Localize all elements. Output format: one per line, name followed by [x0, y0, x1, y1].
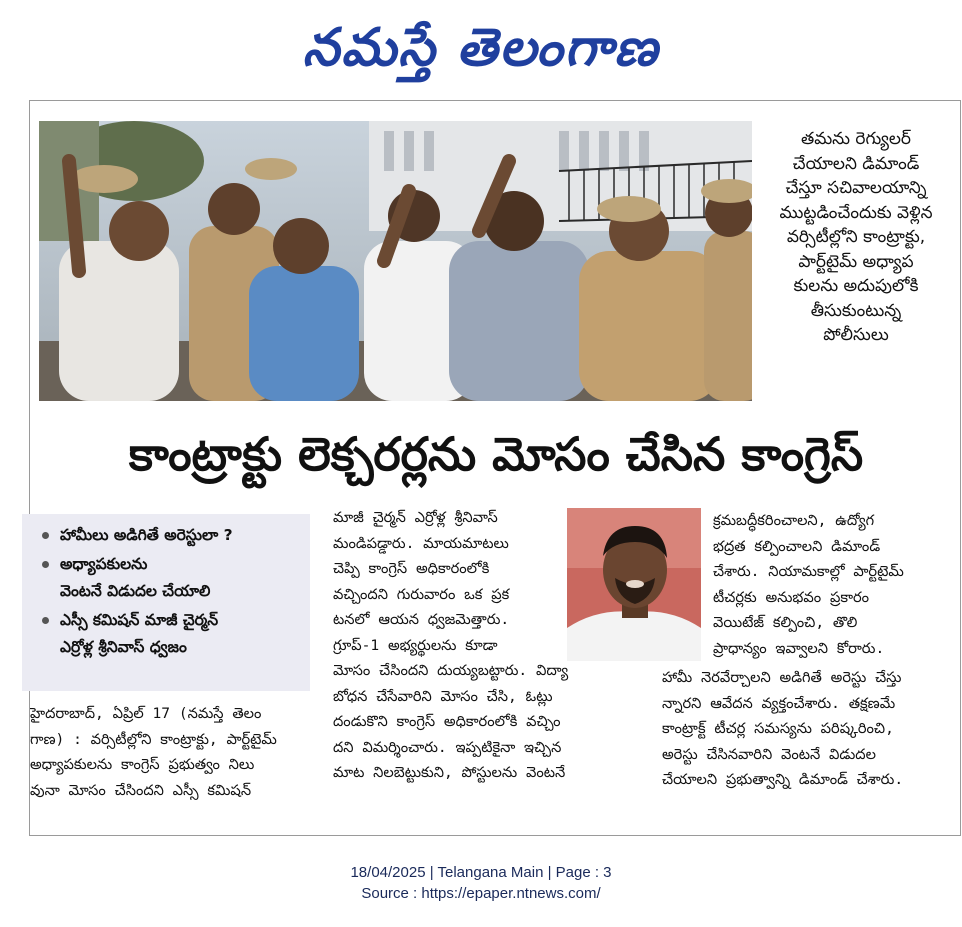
- article-line: కాంట్రాక్ట్ టీచర్ల సమస్యను పరిష్కరించి,: [662, 720, 894, 737]
- article-line: బోధన చేసేవారిని మోసం చేసి, ఓట్లు: [333, 687, 553, 705]
- article-line: మోసం చేసిందని దుయ్యబట్టారు. విద్యా: [333, 662, 569, 679]
- bullet-icon: [42, 561, 49, 568]
- article-line: అధ్యాపకులను కాంగ్రెస్ ప్రభుత్వం నిలు: [30, 756, 255, 773]
- article-line: ప్రాధాన్యం ఇవ్వాలని కోరారు.: [713, 639, 885, 657]
- article-column-1: [30, 701, 316, 803]
- article-line: చేశారు. నియామకాల్లో పార్ట్‌టైమ్: [713, 563, 904, 580]
- caption-line: ముట్టడించేందుకు వెళ్లిన: [779, 202, 933, 223]
- highlight-text: అధ్యాపకులను: [60, 555, 148, 573]
- caption-line: కులను అదుపులోకి: [793, 276, 919, 296]
- protest-photo-image: [39, 121, 752, 401]
- article-line: టీచర్లకు అనుభవం ప్రకారం: [713, 588, 870, 606]
- caption-line: తమను రెగ్యులర్: [800, 129, 912, 149]
- highlight-item: [40, 522, 302, 549]
- article-line: చేయాలని ప్రభుత్వాన్ని డిమాండ్ చేశారు.: [662, 771, 904, 788]
- photo-caption: [758, 127, 954, 348]
- article-line: చెప్పి కాంగ్రెస్ అధికారంలోకి: [333, 560, 490, 577]
- article-line: గాణ) : వర్సిటీల్లోని కాంట్రాక్టు, పార్ట్‌టైమ్: [30, 730, 277, 748]
- caption-line: పోలీసులు: [823, 325, 889, 345]
- article-line: వచ్చిందని గురువారం ఒక ప్రక: [333, 585, 510, 603]
- article-line: హామీ నెరవేర్చాలని అడిగితే అరెస్టు చేస్తు: [662, 669, 902, 686]
- caption-line: చేయాలని డిమాండ్: [792, 153, 920, 174]
- newspaper-logo: నమస్తే తెలంగాణ: [302, 18, 660, 78]
- article-line: న్నారని ఆవేదన వ్యక్తంచేశారు. తక్షణమే: [662, 694, 896, 712]
- bullet-icon: [42, 617, 49, 624]
- footer-date-page: 18/04/2025 | Telangana Main | Page : 3: [350, 864, 612, 881]
- article-headline: కాంట్రాక్టు లెక్చరర్లను మోసం చేసిన కాంగ్రెస్: [128, 427, 864, 481]
- article-line: గ్రూప్-1 అభ్యర్థులను కూడా: [333, 636, 498, 654]
- caption-line: పార్ట్‌టైమ్ అధ్యాప: [798, 251, 914, 272]
- highlight-item-continuation: [40, 634, 302, 661]
- highlight-item: [40, 607, 302, 634]
- bullet-icon: [42, 532, 49, 539]
- portrait-photo: [567, 508, 701, 661]
- highlight-text: హామీలు అడిగితే అరెస్టులా ?: [60, 526, 233, 544]
- article-line: మండిపడ్డారు. మాయమాటలు: [333, 534, 509, 552]
- masthead: [0, 8, 962, 88]
- highlight-item-continuation: [40, 578, 302, 605]
- article-line: అరెస్టు చేసినవారిని వెంటనే విడుదల: [662, 745, 876, 763]
- article-line: మాజీ చైర్మన్ ఎర్రోళ్ల శ్రీనివాస్: [333, 509, 498, 526]
- highlight-item: [40, 551, 302, 578]
- page-footer: [0, 862, 962, 904]
- article-column-3-bottom: [662, 665, 956, 793]
- article-line: క్రమబద్ధీకరించాలని, ఉద్యోగ: [713, 512, 875, 529]
- article-line: భద్రత కల్పించాలని డిమాండ్: [713, 537, 881, 555]
- highlight-text: వెంటనే విడుదల చేయాలి: [60, 582, 211, 600]
- article-line: హైదరాబాద్, ఏప్రిల్ 17 (నమస్తే తెలం: [30, 705, 262, 722]
- article-line: టనలో ఆయన ధ్వజమెత్తారు.: [333, 611, 510, 628]
- article-line: వెయిటేజ్ కల్పించి, తొలి: [713, 614, 858, 631]
- article-line: దని విమర్శించారు. ఇప్పటికైనా ఇచ్చిన: [333, 738, 562, 756]
- portrait-image: [567, 508, 701, 661]
- article-line: దండుకొని కాంగ్రెస్ అధికారంలోకి వచ్చిం: [333, 713, 561, 730]
- footer-source: Source : https://epaper.ntnews.com/: [361, 885, 601, 902]
- news-clipping: [29, 100, 961, 836]
- caption-line: చేస్తూ సచివాలయాన్ని: [785, 178, 927, 198]
- caption-line: తీసుకుంటున్న: [810, 300, 902, 321]
- highlight-text: ఎర్రోళ్ల శ్రీనివాస్ ధ్వజం: [60, 638, 187, 656]
- protest-photo: [39, 121, 752, 401]
- caption-line: వర్సిటీల్లోని కాంట్రాక్టు,: [786, 227, 926, 247]
- article-line: మాట నిలబెట్టుకుని, పోస్టులను వెంటనే: [333, 764, 566, 781]
- article-column-3-top: [713, 508, 957, 661]
- article-line: వునా మోసం చేసిందని ఎస్సీ కమిషన్: [30, 781, 252, 799]
- highlight-text: ఎస్సీ కమిషన్ మాజీ చైర్మన్: [60, 611, 219, 629]
- highlights-box: [22, 514, 310, 691]
